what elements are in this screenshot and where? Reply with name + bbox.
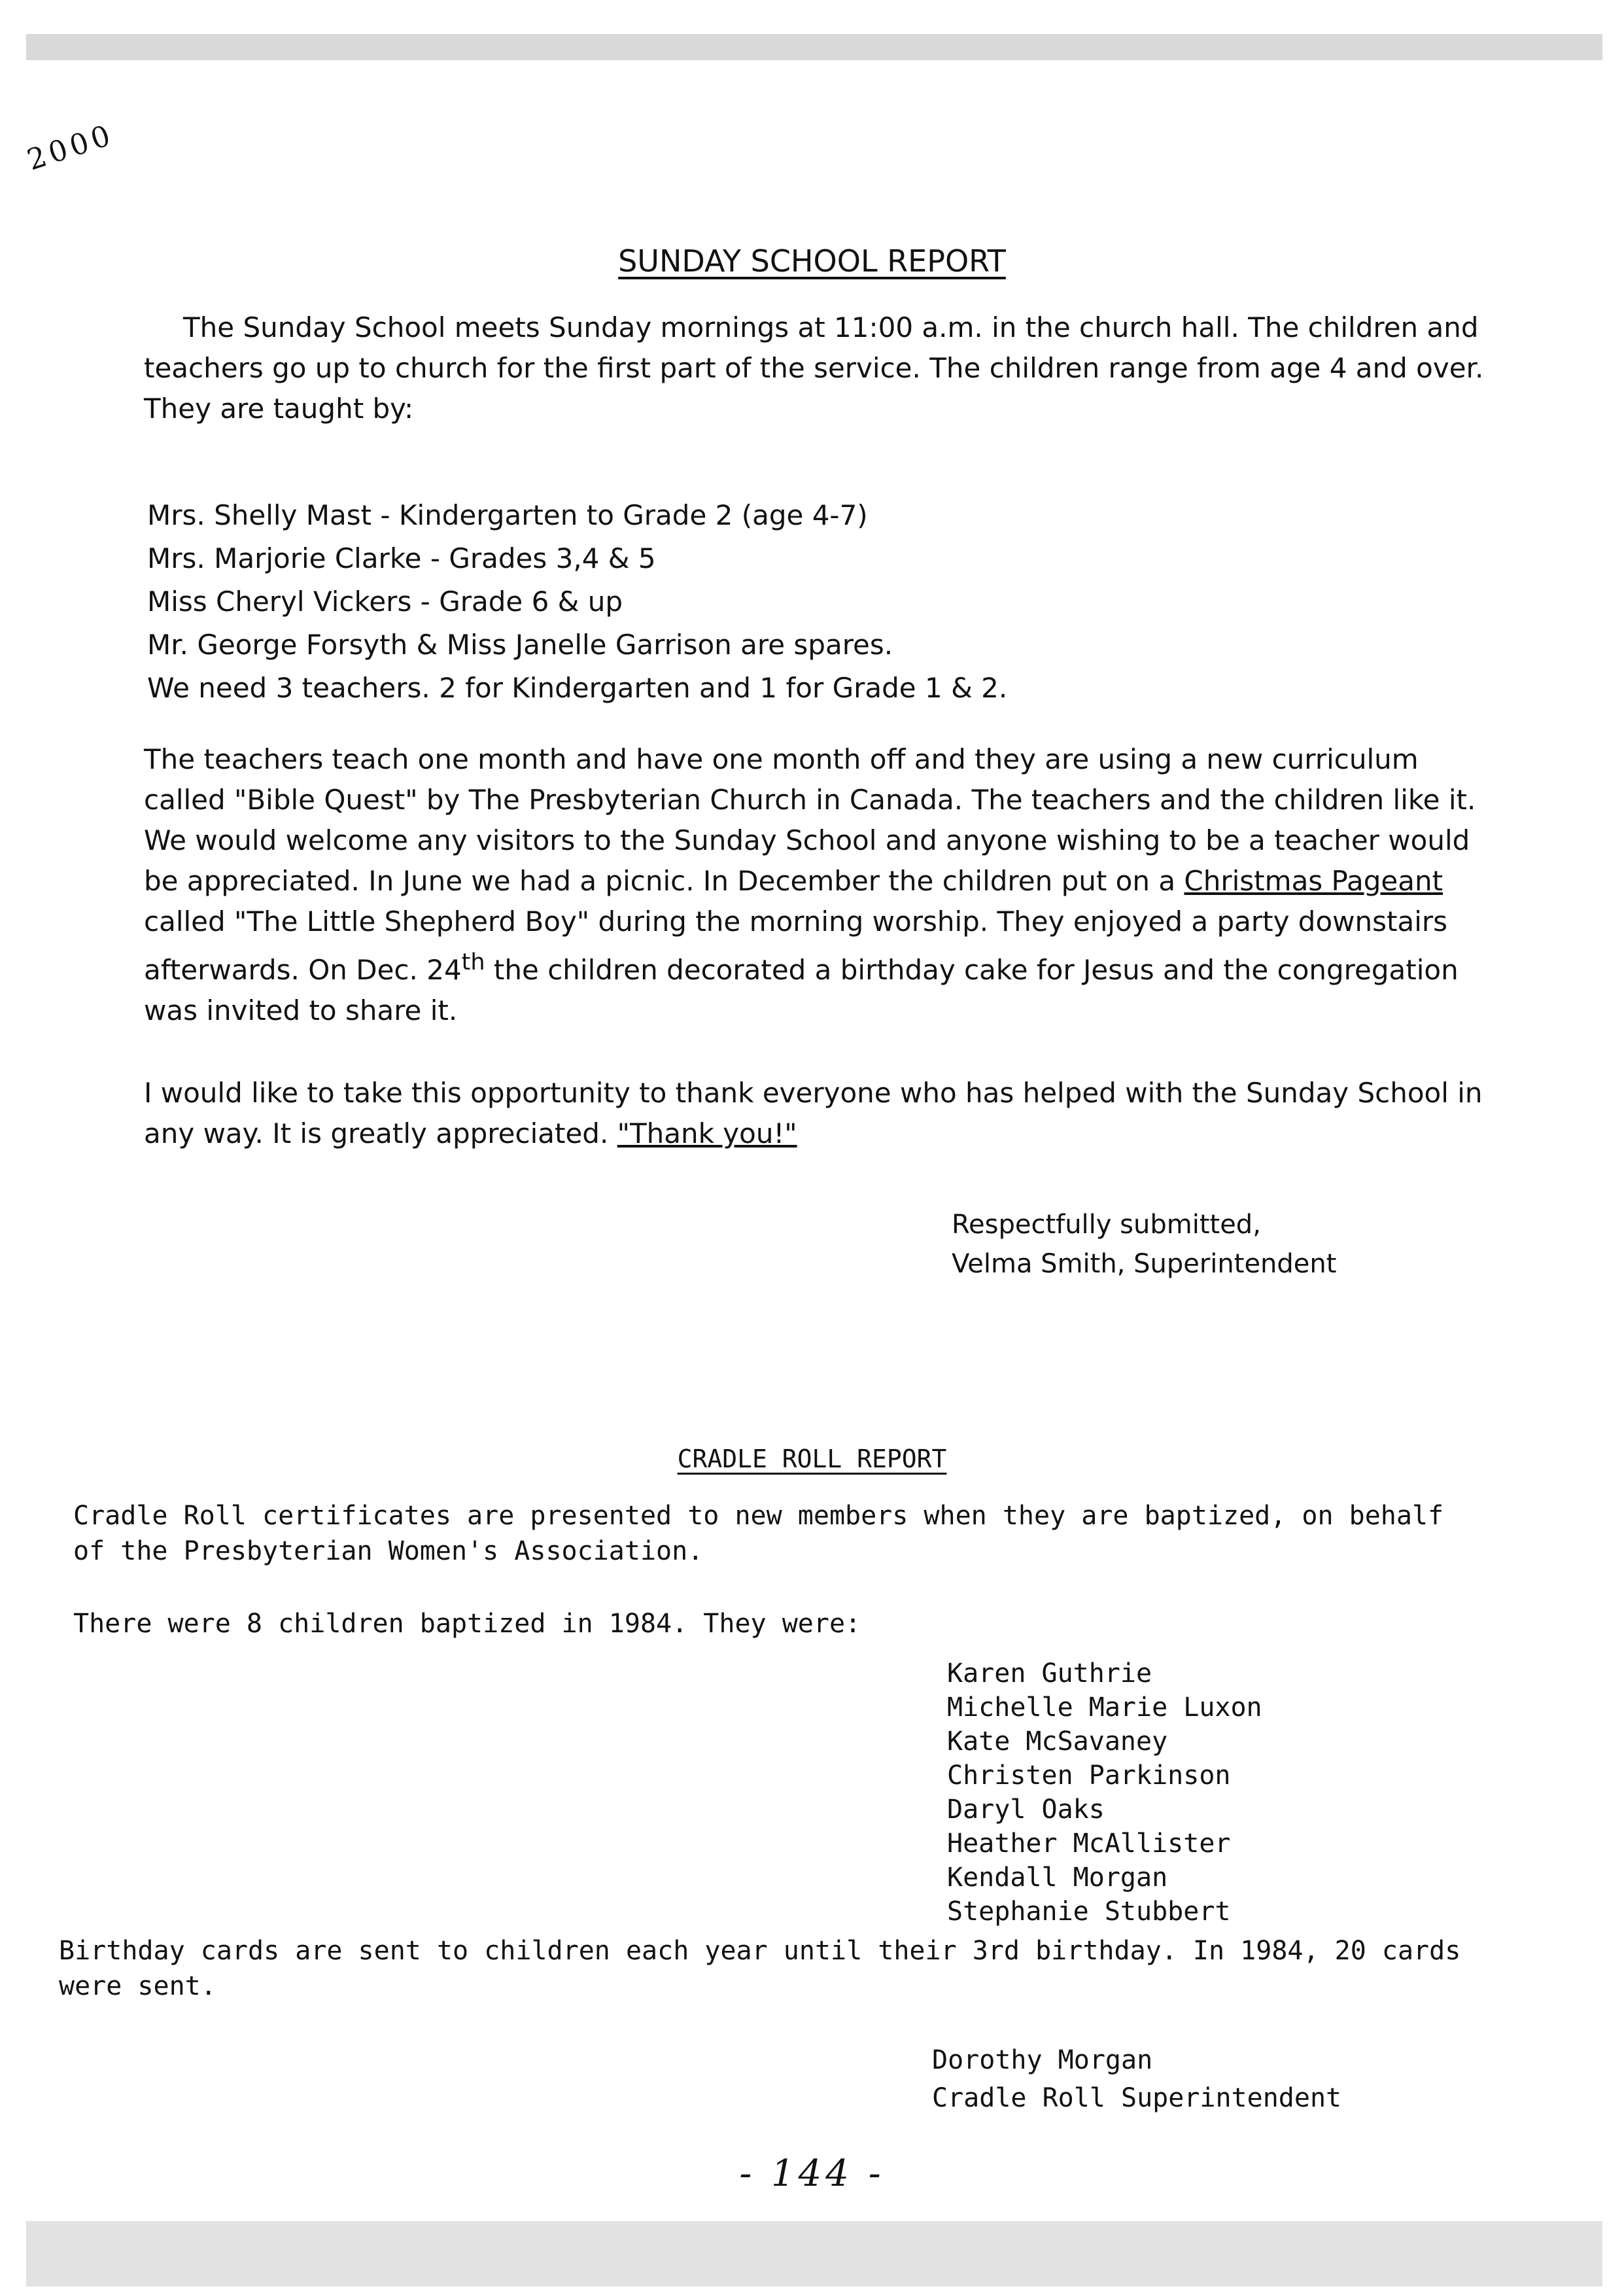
page-number: - 144 - bbox=[739, 2152, 885, 2195]
closing-line: Respectfully submitted, bbox=[952, 1210, 1261, 1240]
thanks-paragraph bbox=[144, 1073, 1504, 1154]
signer-title: Cradle Roll Superintendent bbox=[932, 2083, 1342, 2113]
cradle-roll-intro: Cradle Roll certificates are presented to new members when they are baptized, on behalf of the Presbyterian Women's Association. bbox=[73, 1501, 1444, 1566]
teacher-list bbox=[147, 494, 1007, 710]
christmas-pageant-text: Christmas Pageant bbox=[1184, 865, 1443, 897]
list-item: Daryl Oaks bbox=[947, 1795, 1105, 1825]
body-text: called "The Little Shepherd Boy" during the morning worship. They enjoyed a party downstairs afterwards. On Dec. 24 bbox=[144, 905, 1448, 986]
baptized-names-list bbox=[947, 1656, 1262, 1929]
teacher-line: Mrs. Marjorie Clarke - Grades 3,4 & 5 bbox=[147, 542, 656, 574]
sunday-school-signature bbox=[952, 1205, 1336, 1284]
signer-line: Velma Smith, Superintendent bbox=[952, 1249, 1337, 1279]
teacher-line: Mr. George Forsyth & Miss Janelle Garrison are spares. bbox=[147, 629, 893, 661]
thank-you-text: "Thank you!" bbox=[617, 1117, 797, 1149]
superscript: th bbox=[461, 949, 485, 975]
handwritten-year-note: 2000 bbox=[23, 118, 118, 177]
signer-name: Dorothy Morgan bbox=[932, 2045, 1153, 2075]
body-text: The teachers teach one month and have one month off and they are using a new curriculum called "Bible Quest" by The Presbyterian Church in Canada. The teachers and the children like it. We would welcome any visitors to the Sunday School and anyone wishing to be a teacher would be appreciated. In June we had a picnic. In December the children put on a bbox=[144, 743, 1476, 897]
list-item: Karen Guthrie bbox=[947, 1658, 1152, 1689]
teacher-line: Mrs. Shelly Mast - Kindergarten to Grade 2 (age 4-7) bbox=[147, 499, 868, 531]
list-item: Kendall Morgan bbox=[947, 1863, 1168, 1893]
scan-edge-top bbox=[26, 34, 1602, 60]
sunday-school-body bbox=[144, 739, 1504, 1031]
list-item: Stephanie Stubbert bbox=[947, 1897, 1231, 1927]
body-text: the children decorated a birthday cake for Jesus and the congregation was invited to share it. bbox=[144, 954, 1459, 1026]
list-item: Michelle Marie Luxon bbox=[947, 1692, 1262, 1723]
list-item: Heather McAllister bbox=[947, 1829, 1231, 1859]
sunday-school-title: SUNDAY SCHOOL REPORT bbox=[618, 243, 1006, 279]
list-item: Christen Parkinson bbox=[947, 1761, 1231, 1791]
scan-edge-bottom bbox=[26, 2221, 1602, 2286]
cradle-roll-title: CRADLE ROLL REPORT bbox=[677, 1445, 947, 1473]
thanks-text: I would like to take this opportunity to thank everyone who has helped with the Sunday School in any way. It is greatly appreciated. bbox=[144, 1077, 1483, 1149]
sunday-school-intro: The Sunday School meets Sunday mornings at 11:00 a.m. in the church hall. The children and teachers go up to church for the first part of the service. The children range from age 4 and over. They are taught by: bbox=[144, 311, 1484, 425]
teacher-line: Miss Cheryl Vickers - Grade 6 & up bbox=[147, 586, 623, 618]
list-item: Kate McSavaney bbox=[947, 1726, 1168, 1757]
cradle-roll-signature bbox=[932, 2041, 1341, 2117]
baptized-line: There were 8 children baptized in 1984. They were: bbox=[73, 1609, 861, 1639]
teacher-line: We need 3 teachers. 2 for Kindergarten and 1 for Grade 1 & 2. bbox=[147, 672, 1008, 704]
birthday-cards-paragraph: Birthday cards are sent to children each year until their 3rd birthday. In 1984, 20 cards were sent. bbox=[59, 1936, 1461, 2001]
